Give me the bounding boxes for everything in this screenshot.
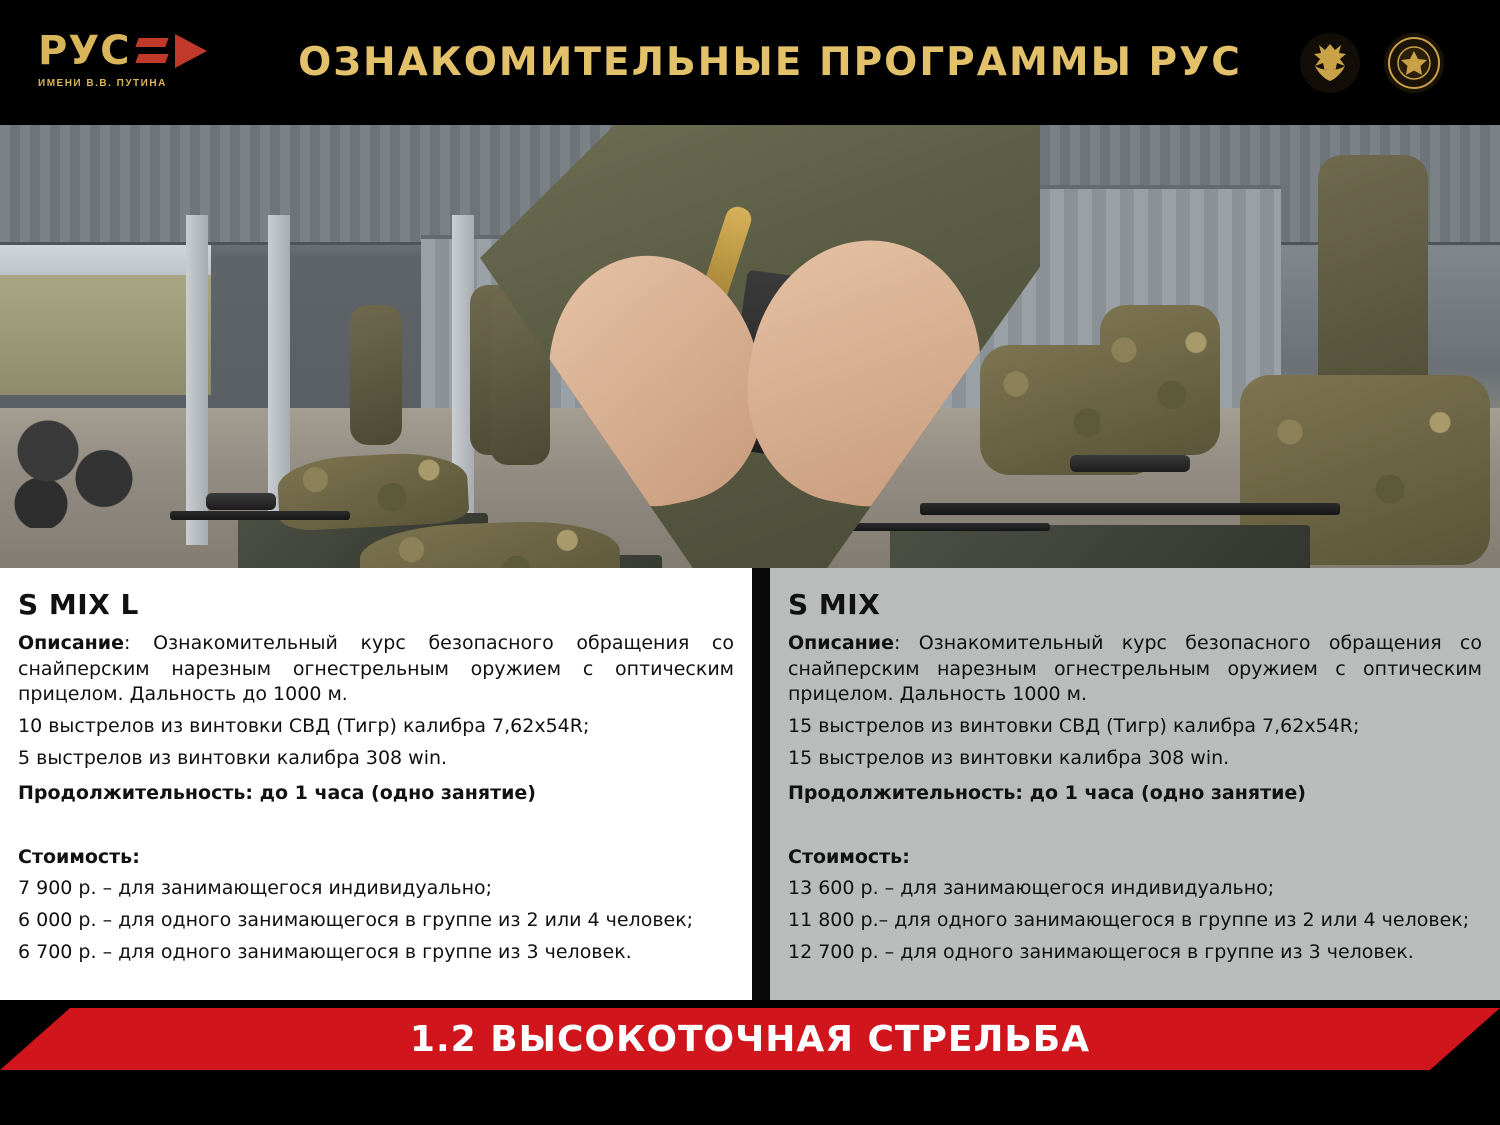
card-description-label: Описание [18,632,125,654]
double-headed-eagle-icon [1299,32,1361,94]
photo-band [0,125,1500,568]
card-description [18,631,734,708]
card-price-3: 6 700 р. – для одного занимающегося в группе из 3 человек. [18,940,632,963]
card-price-1: 13 600 р. – для занимающегося индивидуально; [788,877,1275,900]
card-line-2: 5 выстрелов из винтовки калибра 308 win. [18,746,448,769]
footer-title: 1.2 ВЫСОКОТОЧНАЯ СТРЕЛЬБА [409,1018,1091,1060]
program-card-s-mix-l [0,568,752,1000]
page-title: ОЗНАКОМИТЕЛЬНЫЕ ПРОГРАММЫ РУС [298,40,1242,85]
gold-seal-icon [1383,32,1445,94]
card-description-text: : Ознакомительный курс безопасного обращения со снайперским нарезным огнестрельным оружием с оптическим прицелом. Дальность 1000 м. [788,632,1482,706]
card-price-3: 12 700 р. – для одного занимающегося в группе из 3 человек. [788,940,1414,963]
card-line-1: 15 выстрелов из винтовки СВД (Тигр) калибра 7,62х54R; [788,714,1360,737]
card-line-1: 10 выстрелов из винтовки СВД (Тигр) калибра 7,62х54R; [18,714,590,737]
card-duration: Продолжительность: до 1 часа (одно занятие) [18,782,536,805]
card-price-label: Стоимость: [788,845,910,868]
card-title: S MIX L [18,588,139,621]
logo-text: РУС [38,28,131,74]
card-price-2: 6 000 р. – для одного занимающегося в группе из 2 или 4 человек; [18,909,694,932]
card-description-label: Описание [788,632,895,654]
card-price-2: 11 800 р.– для одного занимающегося в группе из 2 или 4 человек; [788,909,1470,932]
slide-footer [0,1000,1500,1125]
card-price-label: Стоимость: [18,845,140,868]
card-description [788,631,1482,708]
card-line-2: 15 выстрелов из винтовки калибра 308 win. [788,746,1230,769]
card-duration: Продолжительность: до 1 часа (одно занятие) [788,782,1306,805]
program-cards [0,568,1500,1000]
emblem-group [1299,32,1445,94]
card-description-text: : Ознакомительный курс безопасного обращения со снайперским нарезным огнестрельным оружием с оптическим прицелом. Дальность до 1000 м. [18,632,734,706]
slide-header [0,0,1500,125]
logo-subtitle: ИМЕНИ В.В. ПУТИНА [38,78,167,89]
program-card-s-mix [770,568,1500,1000]
card-title: S MIX [788,588,881,621]
card-price-1: 7 900 р. – для занимающегося индивидуально; [18,877,493,900]
